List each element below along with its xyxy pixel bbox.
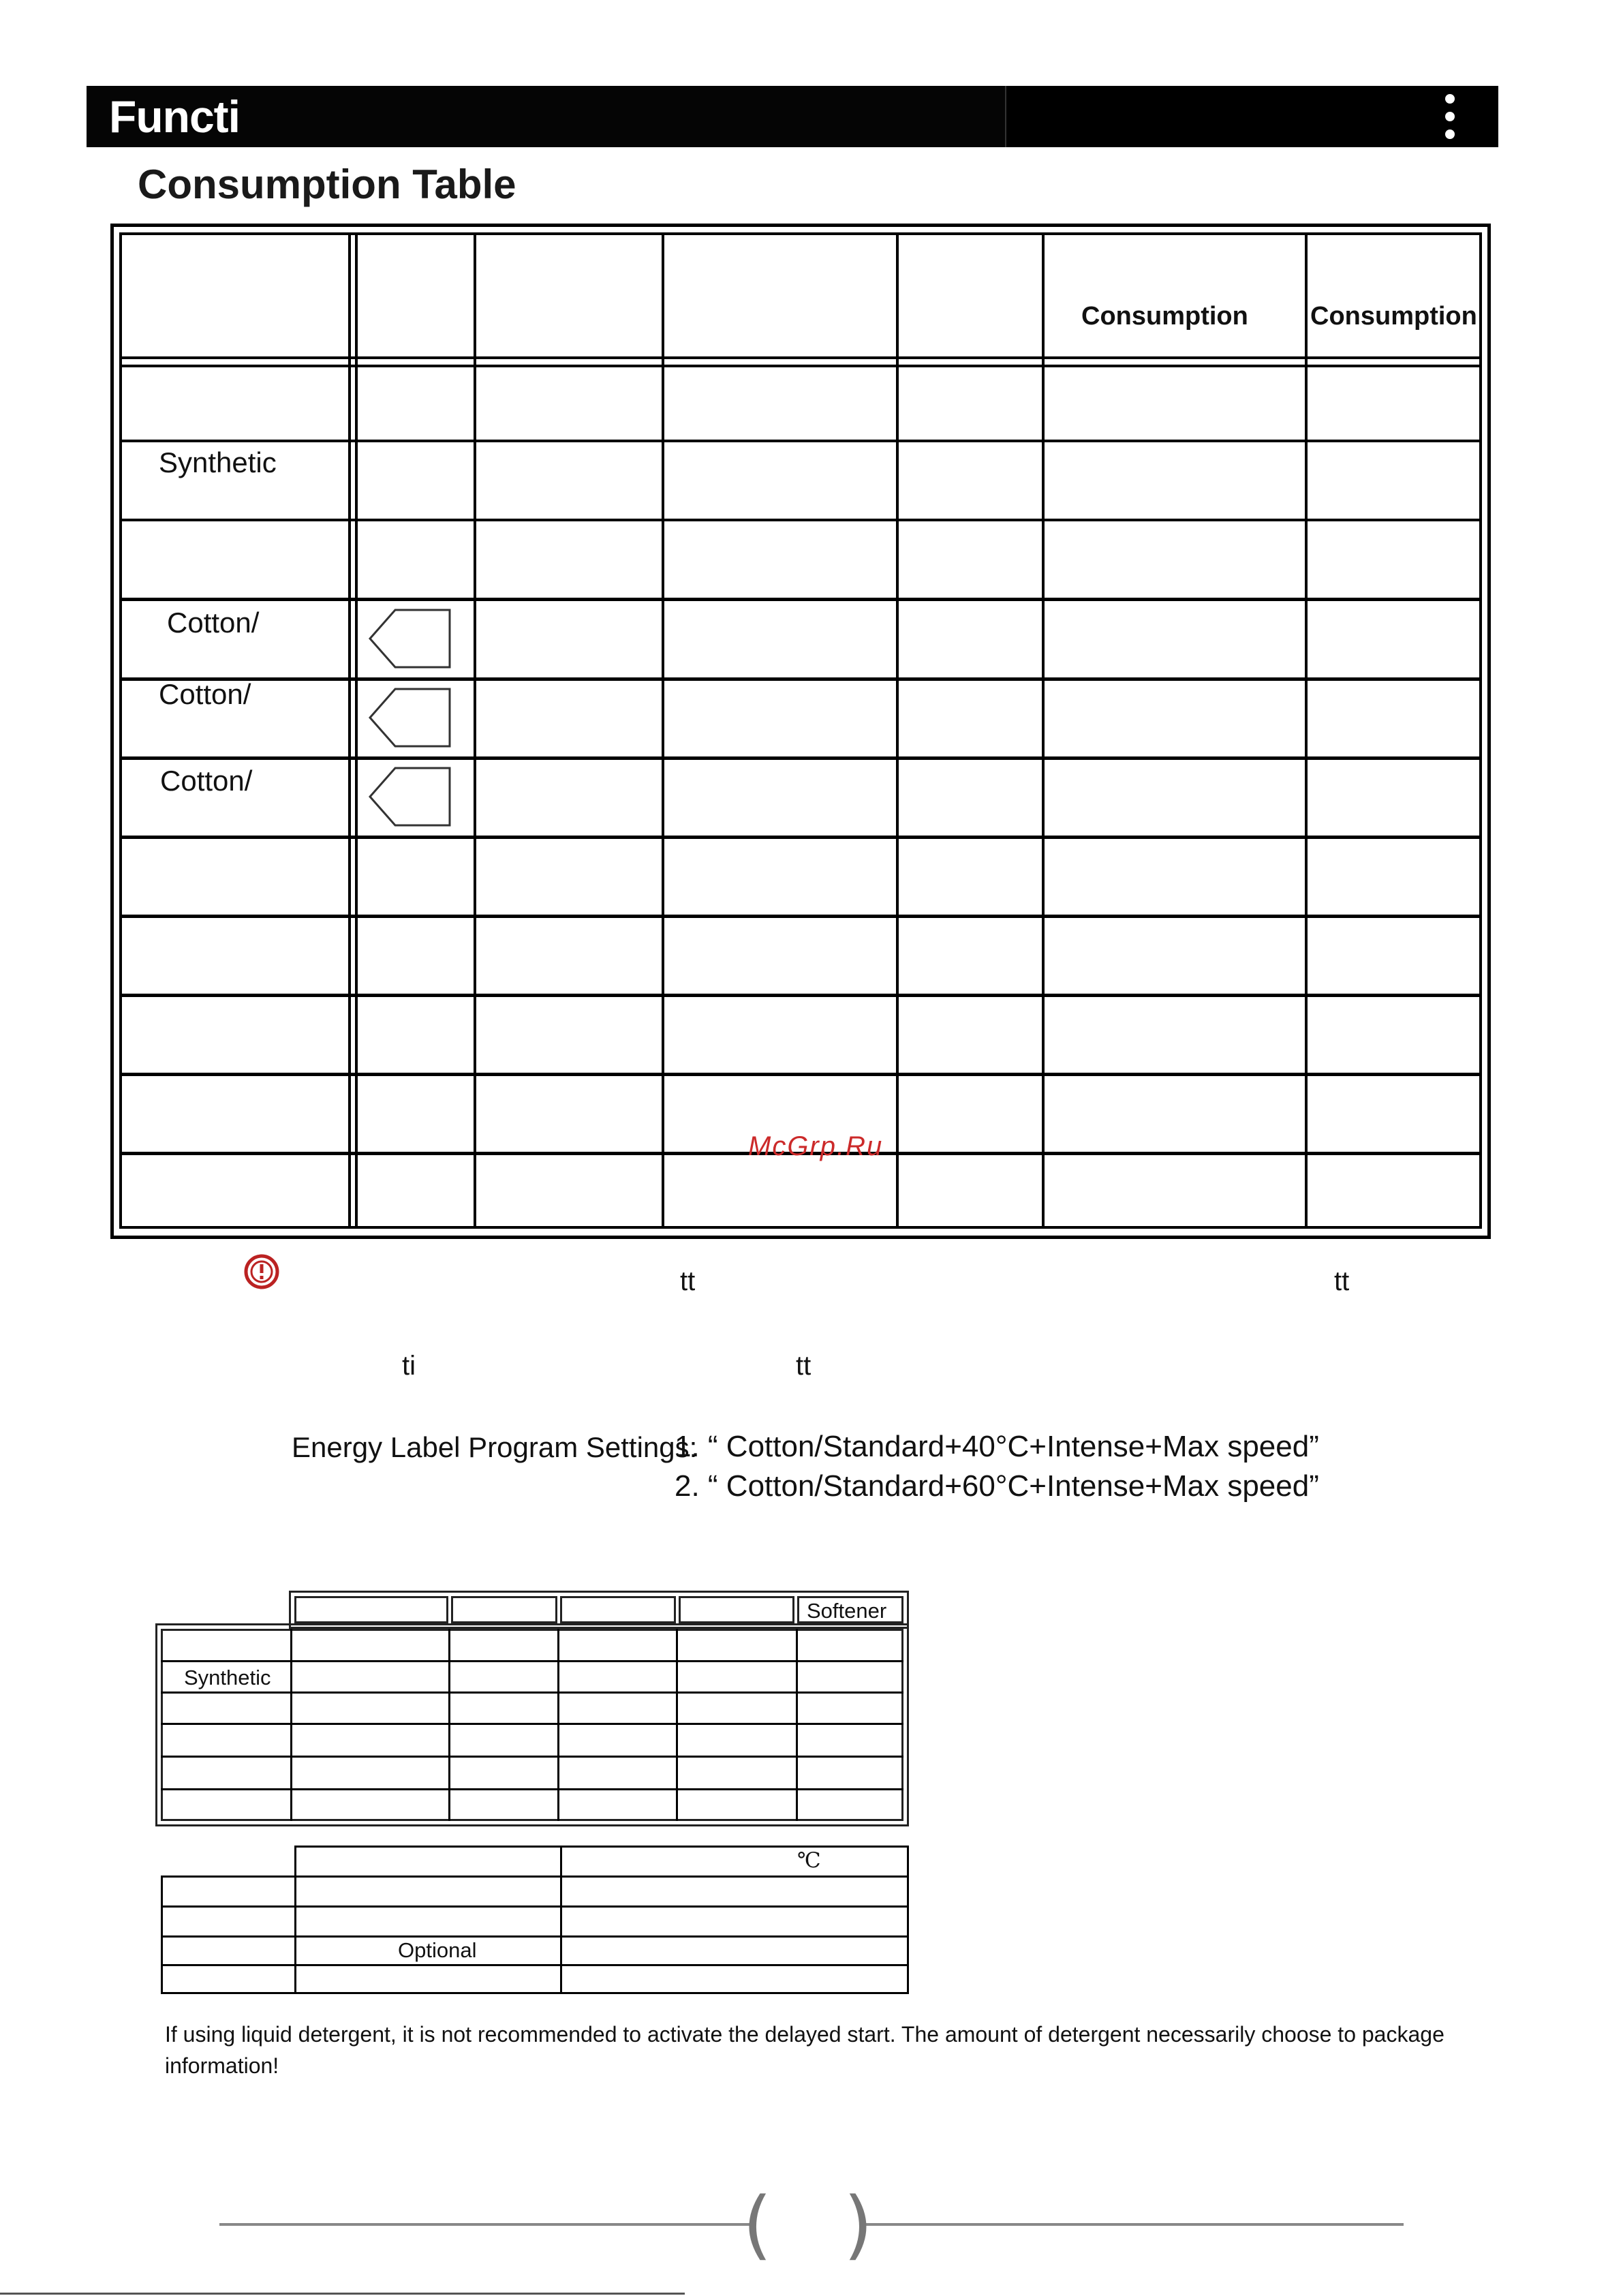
row-label-cotton-3: Cotton/ bbox=[160, 765, 253, 797]
consumption-table bbox=[110, 224, 1491, 1239]
energy-label-title: Energy Label Program Settings: bbox=[292, 1431, 698, 1463]
text-fragment: tt bbox=[1334, 1266, 1350, 1296]
energy-setting-2: 2. “ Cotton/Standard+60°C+Intense+Max speed” bbox=[675, 1469, 1319, 1503]
section-title: Consumption Table bbox=[138, 162, 516, 207]
row-label-synthetic-small: Synthetic bbox=[184, 1666, 271, 1689]
program-tag-icon bbox=[368, 608, 452, 669]
header-consumption-1: Consumption bbox=[1081, 302, 1248, 331]
page-number-bracket-right: ) bbox=[844, 2181, 873, 2268]
header-bar-right bbox=[1005, 86, 1498, 147]
row-label-synthetic: Synthetic bbox=[159, 446, 277, 478]
optional-cell: Optional bbox=[398, 1938, 477, 1962]
header-consumption-2: Consumption bbox=[1310, 302, 1477, 331]
program-tag-icon bbox=[368, 766, 452, 827]
page-header-title: Functi bbox=[109, 91, 240, 142]
program-tag-icon bbox=[368, 687, 452, 748]
energy-setting-1: 1. “ Cotton/Standard+40°C+Intense+Max speed” bbox=[675, 1430, 1319, 1463]
text-fragment: ti bbox=[402, 1351, 416, 1381]
footer-rule-right bbox=[864, 2223, 1404, 2226]
detergent-note: If using liquid detergent, it is not recommended to activate the delayed start. The amount of detergent necessarily choose to package information! bbox=[165, 2022, 1444, 2078]
watermark: McGrp.Ru bbox=[748, 1131, 884, 1161]
warning-icon bbox=[243, 1253, 281, 1291]
footer-rule-left bbox=[219, 2223, 749, 2226]
temperature-unit: ℃ bbox=[797, 1848, 821, 1873]
row-label-cotton-1: Cotton/ bbox=[167, 607, 260, 639]
softener-header: Softener bbox=[807, 1599, 887, 1623]
page-bottom-rule bbox=[0, 2293, 685, 2295]
row-label-cotton-2: Cotton/ bbox=[159, 678, 251, 710]
more-icon bbox=[1443, 86, 1457, 147]
text-fragment: tt bbox=[796, 1351, 812, 1381]
text-fragment: tt bbox=[680, 1266, 696, 1296]
page-number-bracket-left: ( bbox=[743, 2181, 772, 2268]
